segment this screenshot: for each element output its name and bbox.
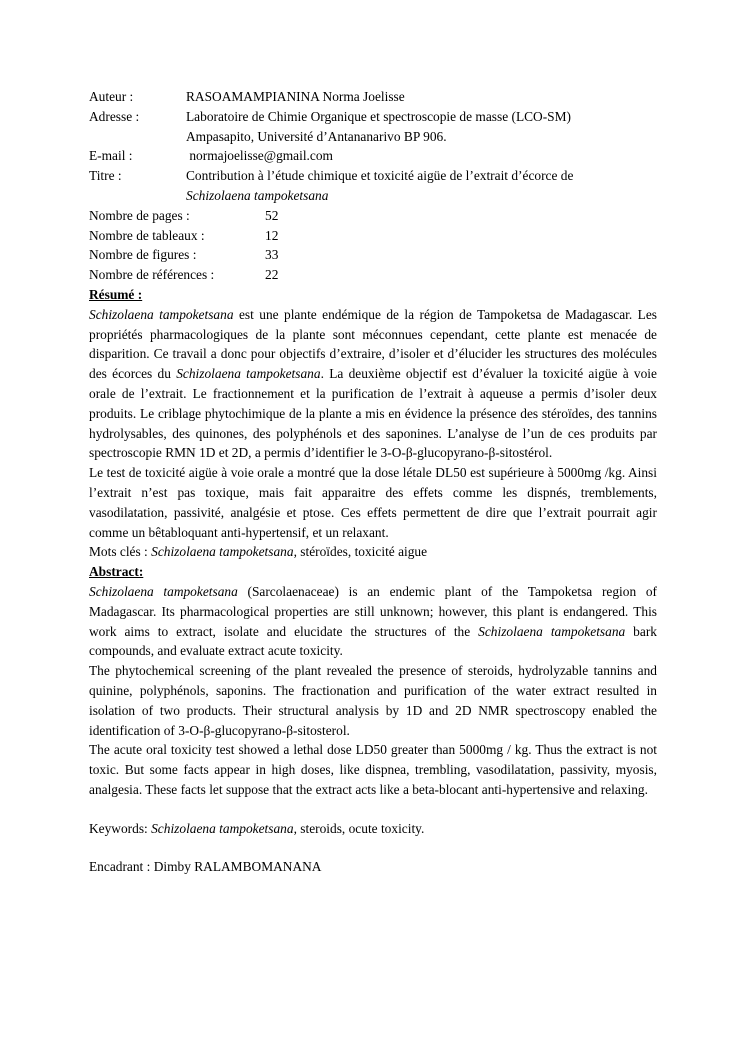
abstract-text-1a: (Sarcolaenaceae) is an endemic plant of the Tampoketsa region of Madagascar. Its pharmacological properties are still unknown; however, this plant is endangered. This work aims to extract, isolate and elucidate the structures of the bbox=[89, 583, 657, 639]
abstract-keywords-rest: , steroids, ocute toxicity. bbox=[293, 821, 425, 837]
title-species: Schizolaena tampoketsana bbox=[186, 187, 329, 203]
spacer bbox=[89, 800, 657, 820]
tables-value: 12 bbox=[265, 227, 279, 243]
abstract-keywords bbox=[89, 819, 657, 839]
spacer bbox=[89, 839, 657, 857]
tables-row bbox=[89, 226, 657, 246]
resume-paragraph-2: Le test de toxicité aigüe à voie orale a montré que la dose létale DL50 est supérieure à 5000mg /kg. Ainsi l’extrait n’est pas toxique, mais fait apparaitre des effets comme les dispnés, tremblements, vasodilatation, passivité, analgésie et ptose. Ces effets permettent de dire que l’extrait pourrait agir comme un bêtabloquant anti-hypertensif, et un relaxant. bbox=[89, 465, 657, 540]
abstract-species-2: Schizolaena tampoketsana bbox=[478, 623, 626, 639]
email-row bbox=[89, 146, 657, 166]
abstract-text-1b: bark compounds, and evaluate extract acute toxicity. bbox=[89, 623, 657, 659]
document-page bbox=[89, 87, 657, 877]
resume-keywords-rest: , stéroïdes, toxicité aigue bbox=[293, 544, 428, 560]
resume-keywords-label: Mots clés : bbox=[89, 544, 152, 560]
address-value bbox=[186, 107, 657, 147]
tables-label: Nombre de tableaux : bbox=[89, 227, 205, 243]
resume-keywords-species: Schizolaena tampoketsana bbox=[151, 544, 294, 560]
address-line-1: Laboratoire de Chimie Organique et spectroscopie de masse (LCO-SM) bbox=[186, 108, 571, 124]
resume-heading: Résumé : bbox=[89, 286, 143, 302]
supervisor-line: Encadrant : Dimby RALAMBOMANANA bbox=[89, 859, 322, 875]
abstract-keywords-label: Keywords: bbox=[89, 821, 152, 837]
title-row bbox=[89, 166, 657, 206]
figures-label: Nombre de figures : bbox=[89, 247, 197, 263]
author-row bbox=[89, 87, 657, 107]
references-value: 22 bbox=[265, 267, 279, 283]
resume-text-1b: . La deuxième objectif est d’évaluer la toxicité aigüe à voie orale de l’extrait. Le fractionnement et la purification de l’extrait à aqueuse a permis d’isoler deux produits. Le criblage phytochimique de la plante a mis en évidence la présence des stéroïdes, des tannins hydrolysables, des quinones, des polyphénols et des saponines. L’analyse de l’un de ces produits par spectroscopie RMN 1D et 2D, a permis d’identifier le 3-O-β-glucopyrano-β-sitostérol. bbox=[89, 366, 657, 461]
author-value: RASOAMAMPIANINA Norma Joelisse bbox=[186, 89, 405, 104]
resume-paragraph-1 bbox=[89, 305, 657, 463]
resume-species-2: Schizolaena tampoketsana bbox=[176, 366, 321, 382]
address-row bbox=[89, 107, 657, 147]
references-row bbox=[89, 265, 657, 285]
abstract-paragraph-3: The acute oral toxicity test showed a lethal dose LD50 greater than 5000mg / kg. Thus the extract is not toxic. But some facts appear in high doses, like dispnea, trembling, vasodilatation, passivity, myosis, analgesia. These facts let suppose that the extract acts like a beta-blocant anti-hypertensive and relaxing. bbox=[89, 742, 657, 797]
pages-value: 52 bbox=[265, 207, 279, 223]
pages-row bbox=[89, 206, 657, 226]
author-label: Auteur : bbox=[89, 89, 134, 104]
email-label: E-mail : bbox=[89, 148, 133, 164]
resume-keywords bbox=[89, 542, 657, 562]
abstract-paragraph-1 bbox=[89, 582, 657, 661]
abstract-paragraph-2: The phytochemical screening of the plant revealed the presence of steroids, hydrolyzable tannins and quinine, polyphénols, saponins. The fractionation and purification of the water extract resulted in isolation of two products. Their structural analysis by 1D and 2D NMR spectroscopy enabled the identification of 3-O-β-glucopyrano-β-sitosterol. bbox=[89, 663, 657, 738]
figures-row bbox=[89, 245, 657, 265]
title-value: Contribution à l’étude chimique et toxicité aigüe de l’extrait d’écorce de bbox=[186, 168, 574, 184]
address-label: Adresse : bbox=[89, 108, 140, 124]
figures-value: 33 bbox=[265, 247, 279, 263]
abstract-species-1: Schizolaena tampoketsana bbox=[89, 583, 238, 599]
address-line-2: Ampasapito, Université d’Antananarivo BP 906. bbox=[186, 128, 447, 144]
abstract-keywords-species: Schizolaena tampoketsana bbox=[151, 821, 294, 837]
title-label: Titre : bbox=[89, 168, 122, 184]
email-value: normajoelisse@gmail.com bbox=[189, 148, 333, 164]
abstract-heading: Abstract: bbox=[89, 564, 144, 580]
references-label: Nombre de références : bbox=[89, 267, 215, 283]
pages-label: Nombre de pages : bbox=[89, 207, 190, 223]
resume-text-1a: est une plante endémique de la région de Tampoketsa de Madagascar. Les propriétés pharmacologiques de la plante sont méconnues cependant, cette plante est menacée de disparition. Ce travail a donc pour objectifs d’extraire, d’isoler et d’élucider les structures des molécules des écorces du bbox=[89, 306, 657, 382]
resume-species-1: Schizolaena tampoketsana bbox=[89, 306, 234, 322]
